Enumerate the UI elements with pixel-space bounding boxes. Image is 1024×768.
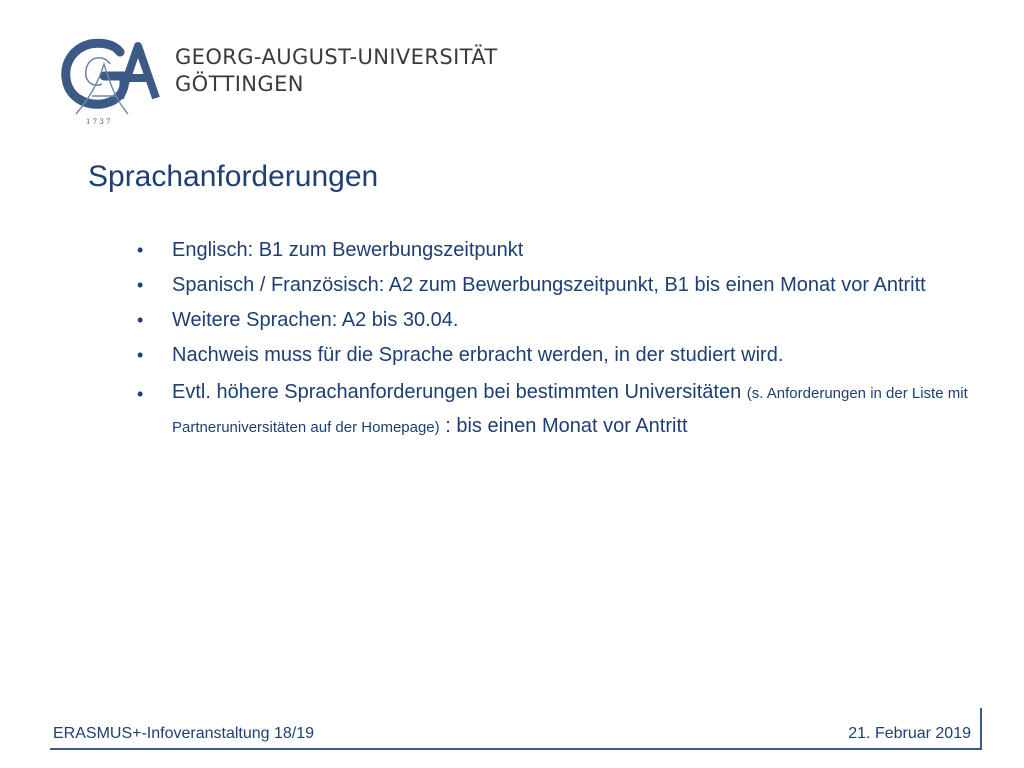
bullet-list (137, 236, 977, 451)
bullet-text-main: Evtl. höhere Sprachanforderungen bei bestimmten Universitäten (172, 381, 742, 403)
university-logo (58, 34, 168, 130)
logo-year: 1 7 3 7 (86, 118, 111, 126)
bullet-text: Nachweis muss für die Sprache erbracht werden, in der studiert wird. (172, 344, 784, 366)
logo-a-shape (120, 46, 156, 98)
footer-rule-horizontal (50, 748, 982, 750)
bullet-item (137, 341, 977, 369)
footer-event-name: ERASMUS+-Infoveranstaltung 18/19 (53, 725, 315, 742)
bullet-item (137, 306, 977, 334)
footer-rule-vertical (980, 708, 982, 750)
university-name (175, 44, 498, 98)
bullet-text: Englisch: B1 zum Bewerbungszeitpunkt (172, 239, 524, 261)
footer-date: 21. Februar 2019 (848, 725, 971, 742)
university-name-line1: GEORG-AUGUST-UNIVERSITÄT (175, 45, 498, 69)
bullet-item (137, 376, 977, 444)
bullet-dot: • (137, 240, 144, 260)
bullet-item (137, 271, 977, 299)
bullet-text: Spanisch / Französisch: A2 zum Bewerbungszeitpunkt, B1 bis einen Monat vor Antritt (172, 274, 926, 296)
bullet-item (137, 236, 977, 264)
university-name-line2: GÖTTINGEN (175, 72, 304, 96)
bullet-dot: • (137, 310, 144, 330)
slide-title: Sprachanforderungen (88, 160, 379, 193)
bullet-dot: • (137, 275, 144, 295)
bullet-text: Weitere Sprachen: A2 bis 30.04. (172, 309, 459, 331)
bullet-dot: • (137, 384, 144, 404)
bullet-text-end: : bis einen Monat vor Antritt (445, 415, 688, 437)
bullet-text-note: (s. Anforderungen in der Liste mit Partneruniversitäten auf der Homepage) (172, 385, 968, 436)
bullet-dot: • (137, 345, 144, 365)
